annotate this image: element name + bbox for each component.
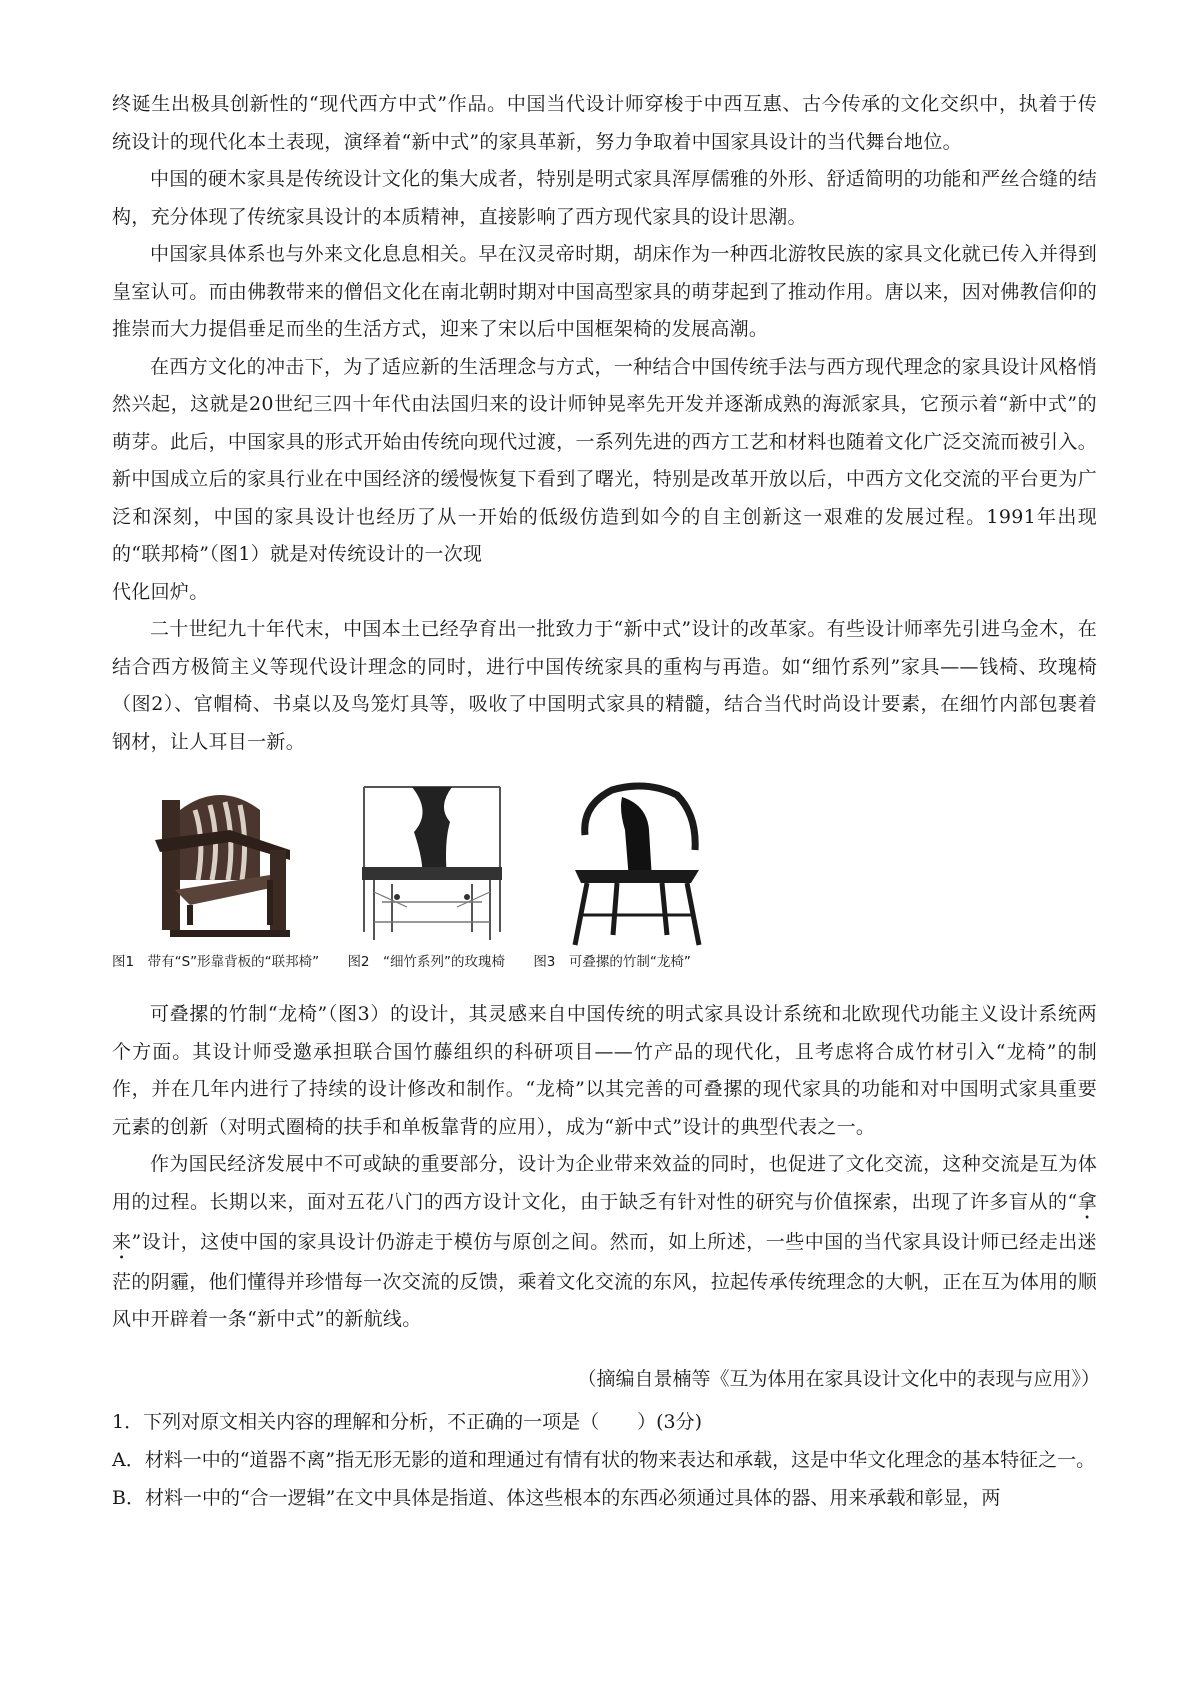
questions-section: [112, 1403, 1097, 1517]
option-a: A．材料一中的“道器不离”指无形无影的道和理通过有情有状的物来表达和承载，这是中华文化理念的基本特征之一。: [112, 1449, 1096, 1471]
paragraph-1: 中国的硬木家具是传统设计文化的集大成者，特别是明式家具浑厚儒雅的外形、舒适简明的功能和严丝合缝的结构，充分体现了传统家具设计的本质精神，直接影响了西方现代家具的设计思潮。: [112, 168, 1097, 228]
source-citation: （摘编自景楠等《互为体用在家具设计文化中的表现与应用》）: [577, 1368, 1100, 1390]
paragraph-2: 中国家具体系也与外来文化息息相关。早在汉灵帝时期，胡床作为一种西北游牧民族的家具文化就已传入并得到皇室认可。而由佛教带来的僧侣文化在南北朝时期对中国高型家具的萌芽起到了推动作用。唐以来，因对佛教信仰的推崇而大力提倡垂足而坐的生活方式，迎来了宋以后中国框架椅的发展高潮。: [112, 243, 1097, 340]
dragon-chair-image: [567, 775, 707, 950]
emphasized-term: “拿来”: [112, 1190, 1097, 1253]
caption-figure-2: 图2 “细竹系列”的玫瑰椅: [347, 954, 506, 970]
paragraph-6-part-b: 设计，这使中国的家具设计仍游走于模仿与原创之间。然而，如上所述，一些中国的当代家具设计师已经走出迷茫的阴霾，他们懂得并珍惜每一次交流的反馈，乘着文化交流的东风，拉起传承传统理念的大帆，正在互为体用的顺风中开辟着一条“新中式”的新航线。: [112, 1230, 1097, 1330]
paragraph-4: 二十世纪九十年代末，中国本土已经孕育出一批致力于“新中式”设计的改革家。有些设计师率先引进乌金木，在结合西方极简主义等现代设计理念的同时，进行中国传统家具的重构与再造。如“细竹系列”家具——钱椅、玫瑰椅（图2）、官帽椅、书桌以及鸟笼灯具等，吸收了中国明式家具的精髓，结合当代时尚设计要素，在细竹内部包裹着钢材，让人耳目一新。: [112, 618, 1097, 753]
caption-figure-1: 图1 带有“S”形靠背板的“联邦椅”: [112, 954, 320, 970]
article-body-top: [112, 86, 1097, 761]
paragraph-6-part-a: 作为国民经济发展中不可或缺的重要部分，设计为企业带来效益的同时，也促进了文化交流，这种交流是互为体用的过程。长期以来，面对五花八门的西方设计文化，由于缺乏有针对性的研究与价值探索，出现了许多盲从的: [112, 1153, 1097, 1213]
article-body-bottom: [112, 996, 1097, 1339]
paragraph-3-end: 代化回炉。: [112, 580, 209, 603]
caption-figure-3: 图3 可叠摞的竹制“龙椅”: [533, 954, 691, 970]
rose-chair-image: [352, 772, 512, 947]
option-b: B．材料一中的“合一逻辑”在文中具体是指道、体这些根本的东西必须通过具体的器、用来承载和彰显，两: [112, 1487, 1001, 1509]
federal-chair-image: [150, 780, 300, 940]
paragraph-6: [112, 1146, 1097, 1339]
paragraph-3: 在西方文化的冲击下，为了适应新的生活理念与方式，一种结合中国传统手法与西方现代理念的家具设计风格悄然兴起，这就是20世纪三四十年代由法国归来的设计师钟晃率先开发并逐渐成熟的海派家具，它预示着“新中式”的萌芽。此后，中国家具的形式开始由传统向现代过渡，一系列先进的西方工艺和材料也随着文化广泛交流而被引入。新中国成立后的家具行业在中国经济的缓慢恢复下看到了曙光，特别是改革开放以后，中西方文化交流的平台更为广泛和深刻，中国的家具设计也经历了从一开始的低级仿造到如今的自主创新这一艰难的发展过程。1991年出现的“联邦椅”（图1）就是对传统设计的一次现: [112, 355, 1097, 565]
figure-captions: [112, 950, 972, 970]
paragraph-5: 可叠摞的竹制“龙椅”（图3）的设计，其灵感来自中国传统的明式家具设计系统和北欧现代功能主义设计系统两个方面。其设计师受邀承担联合国竹藤组织的科研项目——竹产品的现代化，且考虑将合成竹材引入“龙椅”的制作，并在几年内进行了持续的设计修改和制作。“龙椅”以其完善的可叠摞的现代家具的功能和对中国明式家具重要元素的创新（对明式圈椅的扶手和单板靠背的应用），成为“新中式”设计的典型代表之一。: [112, 1003, 1097, 1138]
paragraph-0: 终诞生出极具创新性的“现代西方中式”作品。中国当代设计师穿梭于中西互惠、古今传承的文化交织中，执着于传统设计的现代化本土表现，演绎着“新中式”的家具革新，努力争取着中国家具设计的当代舞台地位。: [112, 93, 1097, 153]
question-1: 1．下列对原文相关内容的理解和分析，不正确的一项是（ ）(3分): [112, 1411, 703, 1433]
